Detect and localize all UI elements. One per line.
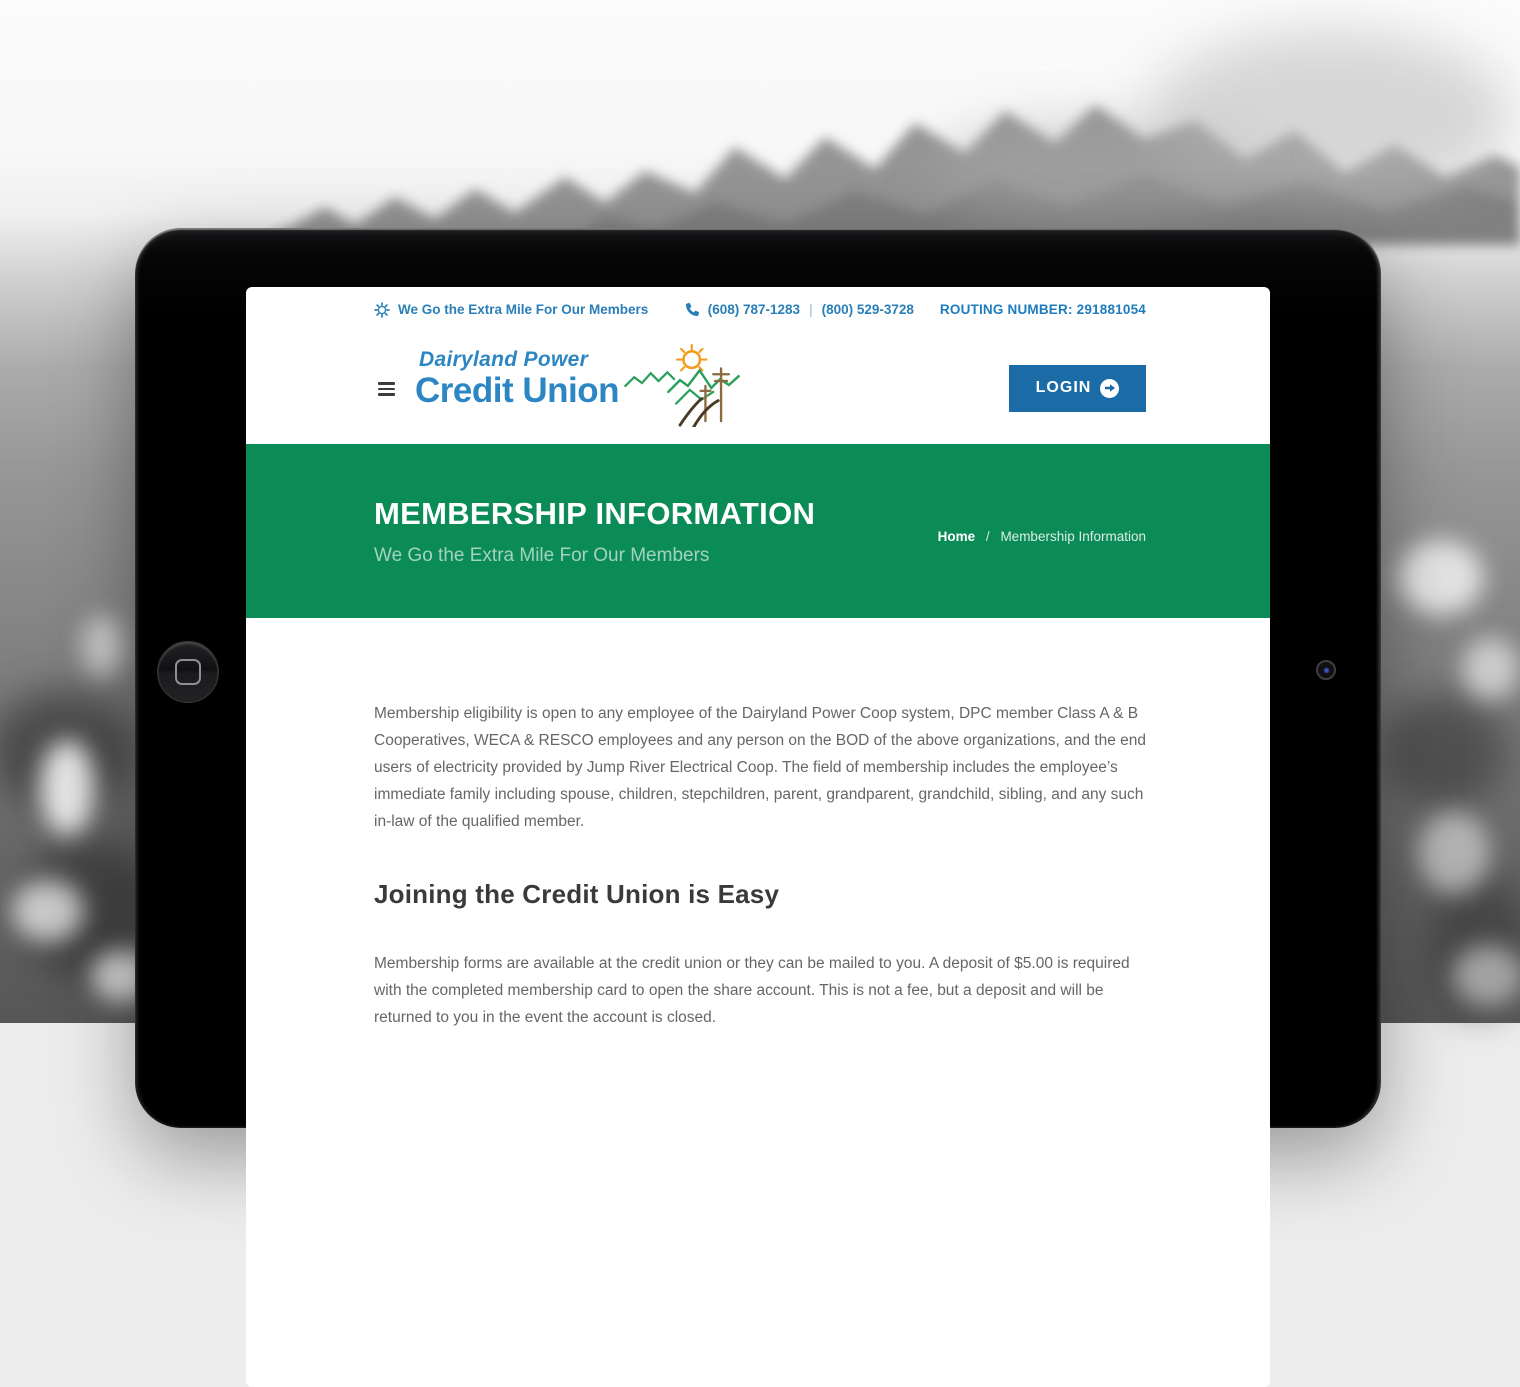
breadcrumb (938, 529, 1146, 544)
sun-mountains-powerlines-logo-art (623, 343, 741, 427)
home-button-square-icon (175, 659, 201, 685)
login-label: LOGIN (1035, 379, 1092, 396)
routing-number: ROUTING NUMBER: 291881054 (939, 302, 1146, 317)
gear-icon (374, 302, 390, 318)
phone-icon (686, 303, 699, 316)
bokeh-flower (82, 615, 124, 677)
hamburger-menu-icon[interactable] (378, 382, 395, 396)
phone-numbers (686, 302, 914, 317)
breadcrumb-home-link[interactable]: Home (937, 528, 976, 544)
bokeh-flower (1452, 945, 1520, 1007)
tagline-text: We Go the Extra Mile For Our Members (398, 302, 649, 317)
phone-primary[interactable]: (608) 787-1283 (707, 302, 801, 317)
camera-lens-dot (1324, 668, 1329, 673)
bokeh-flower (1398, 540, 1483, 615)
page-subtitle: We Go the Extra Mile For Our Members (374, 544, 710, 566)
website-screen (246, 287, 1270, 1387)
bokeh-flower (40, 740, 95, 835)
bokeh-flower (1462, 638, 1520, 700)
site-logo[interactable] (415, 349, 741, 427)
site-tagline (374, 302, 648, 318)
membership-eligibility-paragraph: Membership eligibility is open to any employee of the Dairyland Power Coop system, DPC member Class A & B Cooperatives, WECA & RESCO employees and any person on the BOD of the above organizations, and the end users of electricity provided by Jump River Electrical Coop. The field of membership includes the employee’s immediate family including spouse, children, stepchildren, parent, grandparent, grandchild, sibling, and any such in-law of the qualified member. (374, 705, 1147, 830)
bokeh-flower (12, 880, 84, 942)
page-hero (246, 444, 1270, 618)
breadcrumb-separator: / (985, 528, 990, 544)
tablet-frame (135, 228, 1381, 1128)
tablet-camera (1316, 660, 1336, 680)
cloud-shade (930, 120, 1250, 230)
logo-line1: Dairyland Power (419, 348, 589, 371)
logo-line2: Credit Union (415, 371, 619, 410)
page-content (374, 618, 1146, 1031)
utility-topbar (246, 287, 1270, 332)
login-button[interactable] (1009, 365, 1146, 412)
tablet-home-button[interactable] (157, 641, 219, 703)
breadcrumb-current: Membership Information (1000, 528, 1146, 544)
page-title: MEMBERSHIP INFORMATION (374, 495, 816, 531)
bokeh-flower (1418, 812, 1490, 894)
phone-separator: | (809, 302, 813, 317)
phone-secondary[interactable]: (800) 529-3728 (821, 302, 914, 317)
membership-forms-paragraph: Membership forms are available at the credit union or they can be mailed to you. A deposit of $5.00 is required with the completed membership card to open the share account. This is not a fee, but a deposit and will be returned to you in the event the account is closed. (374, 955, 1130, 1026)
arrow-right-circle-icon (1100, 379, 1119, 398)
joining-heading: Joining the Credit Union is Easy (374, 879, 780, 909)
site-header (246, 332, 1270, 444)
bokeh-blob (1382, 695, 1507, 807)
